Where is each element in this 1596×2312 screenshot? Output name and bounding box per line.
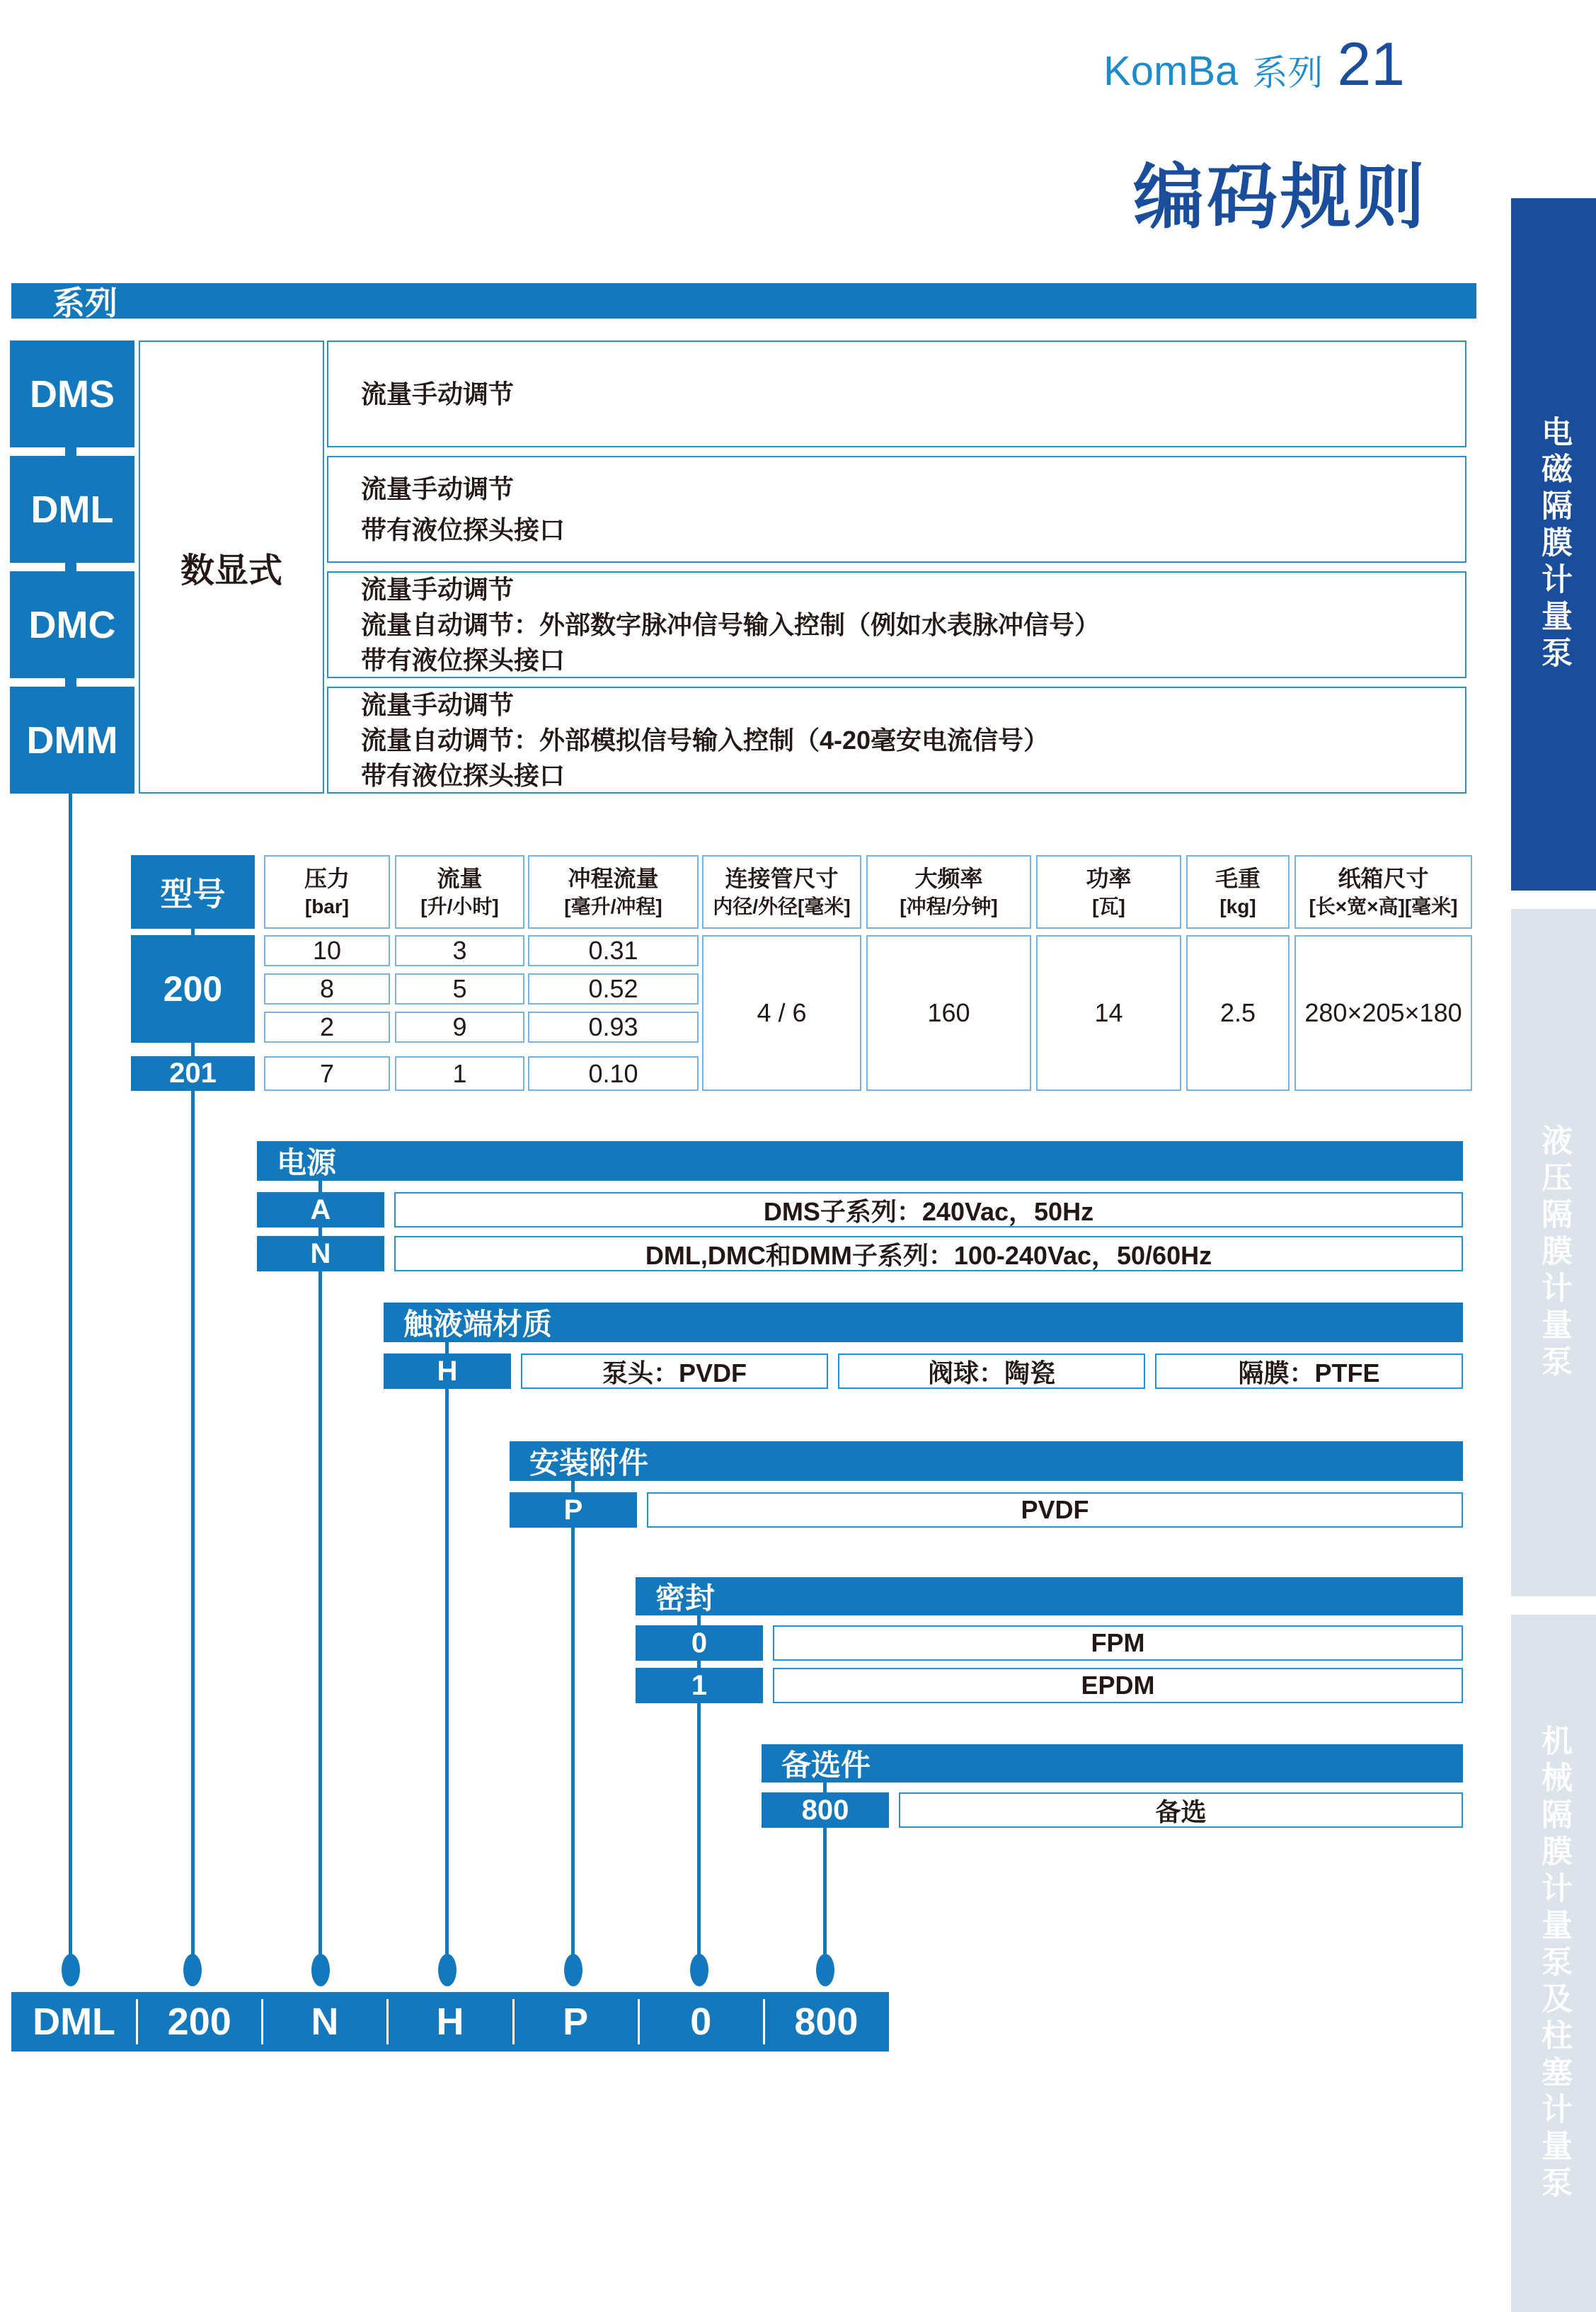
header-line: [升/小时] (420, 895, 499, 917)
brand-name: KomBa (1103, 48, 1239, 94)
wetted-value-diaphragm: 隔膜：PTFE (1155, 1354, 1463, 1389)
page-header (1103, 30, 1405, 100)
page-number: 21 (1337, 30, 1405, 98)
spec-shared-freq: 160 (866, 935, 1031, 1091)
connector-line-mounting (571, 1528, 575, 1971)
spec-shared-power: 14 (1036, 935, 1181, 1091)
power-key-n: N (257, 1236, 384, 1271)
section-title: 备选件 (781, 1749, 871, 1782)
options-value: 备选 (899, 1792, 1463, 1828)
spec-cell: 3 (395, 935, 524, 966)
desc-line: 流量手动调节 (361, 379, 515, 408)
desc-line: 流量自动调节：外部数字脉冲信号输入控制（例如水表脉冲信号） (361, 610, 1101, 639)
header-line: [bar] (304, 895, 350, 917)
connector-line-options (823, 1828, 827, 1971)
spec-cell: 0.10 (528, 1056, 699, 1091)
sidebar-tab-hydraulic: 液压隔膜计量泵 (1511, 909, 1596, 1596)
series-key-dmm: DMM (10, 687, 134, 794)
section-bar-seal (636, 1577, 1463, 1615)
section-bar-options (762, 1744, 1463, 1782)
desc-line: 流量手动调节 (361, 474, 515, 503)
series-key-dms: DMS (10, 340, 134, 447)
series-desc-dms (327, 340, 1466, 447)
connector-line-model (191, 929, 195, 935)
series-bar-label: 系列 (52, 285, 117, 321)
code-segment-power: N (262, 1992, 387, 2051)
desc-line: 流量手动调节 (361, 574, 515, 604)
connector-dot (311, 1954, 330, 1986)
code-segment-model: 200 (137, 1992, 262, 2051)
series-bridge (65, 561, 76, 573)
spec-header-pressure (264, 855, 390, 929)
series-desc-dmc (327, 571, 1466, 678)
wetted-value-ball: 阀球：陶瓷 (838, 1354, 1145, 1389)
power-key-a: A (257, 1192, 384, 1227)
spec-shared-carton: 280×205×180 (1294, 935, 1472, 1091)
header-line: [冲程/分钟] (900, 895, 998, 917)
power-value-n: DML,DMC和DMM子系列：100-240Vac，50/60Hz (394, 1236, 1463, 1271)
spec-header-flow (395, 855, 524, 929)
series-desc-dmm (327, 687, 1466, 794)
spec-header-carton (1294, 855, 1472, 929)
code-segment-wetted: H (387, 1992, 512, 2051)
connector-line-model (191, 1091, 195, 1971)
header-line: 冲程流量 (568, 866, 659, 891)
options-key-800: 800 (762, 1792, 889, 1828)
desc-line: 流量自动调节：外部模拟信号输入控制（4-20毫安电流信号） (361, 725, 1050, 755)
connector-line-wetted (445, 1342, 449, 1354)
spec-cell: 0.31 (528, 935, 699, 966)
spec-header-freq (866, 855, 1031, 929)
connector-line-model (191, 1043, 195, 1056)
series-key-dml: DML (10, 456, 134, 563)
section-title: 电源 (277, 1146, 337, 1179)
section-bar-mounting (510, 1441, 1463, 1481)
connector-dot (690, 1954, 708, 1986)
code-segment-seal: 0 (638, 1992, 764, 2051)
connector-line-power (318, 1271, 322, 1971)
connector-line-seal (697, 1703, 701, 1971)
spec-shared-pipe: 4 / 6 (702, 935, 861, 1091)
series-group-label: 数显式 (180, 551, 282, 590)
connector-line-options (823, 1782, 827, 1792)
header-line: 压力 (304, 866, 350, 891)
desc-line: 流量手动调节 (361, 689, 515, 719)
spec-cell: 7 (264, 1056, 390, 1091)
seal-value-fpm: FPM (773, 1625, 1463, 1661)
connector-line-seal (697, 1615, 701, 1625)
section-title: 触液端材质 (403, 1307, 553, 1341)
header-line: 流量 (437, 866, 483, 891)
connector-dot (438, 1954, 457, 1986)
header-line: 连接管尺寸 (725, 866, 839, 891)
desc-line: 带有液位探头接口 (361, 515, 566, 544)
sidebar-tab-mechanical: 机械隔膜计量泵及柱塞计量泵 (1511, 1615, 1596, 2312)
connector-line-seal (697, 1661, 701, 1668)
header-line: [毫升/冲程] (564, 895, 662, 917)
section-title: 安装附件 (529, 1446, 649, 1480)
page-title: 编码规则 (1133, 158, 1428, 237)
code-segment-mounting: P (513, 1992, 638, 2051)
code-segment-series: DML (33, 2001, 116, 2043)
spec-cell: 0.93 (528, 1012, 699, 1043)
spec-model-header: 型号 (131, 855, 255, 929)
header-line: 内径/外径[毫米] (713, 895, 851, 917)
spec-shared-weight: 2.5 (1186, 935, 1290, 1091)
series-desc-dml (327, 456, 1466, 563)
header-line: [kg] (1219, 895, 1256, 917)
series-group-box (139, 340, 324, 794)
header-line: [瓦] (1092, 895, 1125, 917)
section-bar-wetted (384, 1303, 1463, 1342)
series-bar (11, 283, 1476, 319)
seal-value-epdm: EPDM (773, 1668, 1463, 1703)
connector-line-series (69, 794, 72, 1971)
power-value-a: DMS子系列：240Vac，50Hz (394, 1192, 1463, 1227)
product-code-bar (11, 1992, 889, 2051)
section-bar-power (257, 1141, 1463, 1181)
series-bridge (65, 677, 76, 688)
spec-cell: 8 (264, 973, 390, 1005)
connector-dot (564, 1954, 582, 1986)
spec-cell: 9 (395, 1012, 524, 1043)
spec-header-weight (1186, 855, 1290, 929)
seal-key-1: 1 (636, 1668, 763, 1703)
brand-suffix: 系列 (1252, 53, 1324, 93)
series-key-dmc: DMC (10, 571, 134, 678)
connector-line-wetted (445, 1389, 449, 1971)
sidebar-tab-solenoid: 电磁隔膜计量泵 (1511, 198, 1596, 891)
spec-header-pipe (702, 855, 861, 929)
wetted-key-h: H (384, 1354, 511, 1389)
spec-model-200: 200 (131, 935, 255, 1043)
connector-dot (816, 1954, 834, 1986)
series-bridge (65, 446, 76, 457)
header-line: [长×宽×高][毫米] (1309, 895, 1458, 917)
seal-key-0: 0 (636, 1625, 763, 1661)
connector-line-power (318, 1181, 322, 1192)
spec-cell: 5 (395, 973, 524, 1005)
spec-header-stroke (528, 855, 699, 929)
header-line: 功率 (1086, 866, 1132, 891)
desc-line: 带有液位探头接口 (361, 645, 566, 675)
spec-cell: 2 (264, 1012, 390, 1043)
spec-cell: 0.52 (528, 973, 699, 1005)
mounting-value: PVDF (647, 1492, 1463, 1528)
header-line: 大频率 (914, 866, 983, 891)
header-line: 毛重 (1215, 866, 1261, 891)
connector-dot (62, 1954, 80, 1986)
mounting-key-p: P (510, 1492, 637, 1528)
desc-line: 带有液位探头接口 (361, 760, 566, 790)
connector-line-mounting (571, 1481, 575, 1492)
wetted-value-head: 泵头：PVDF (521, 1354, 828, 1389)
connector-dot (183, 1954, 202, 1986)
spec-cell: 10 (264, 935, 390, 966)
spec-header-power (1036, 855, 1181, 929)
connector-line-power (318, 1227, 322, 1236)
spec-cell: 1 (395, 1056, 524, 1091)
spec-model-201: 201 (131, 1056, 255, 1091)
section-title: 密封 (655, 1581, 716, 1615)
header-line: 纸箱尺寸 (1338, 866, 1429, 891)
code-segment-options: 800 (764, 1992, 889, 2051)
